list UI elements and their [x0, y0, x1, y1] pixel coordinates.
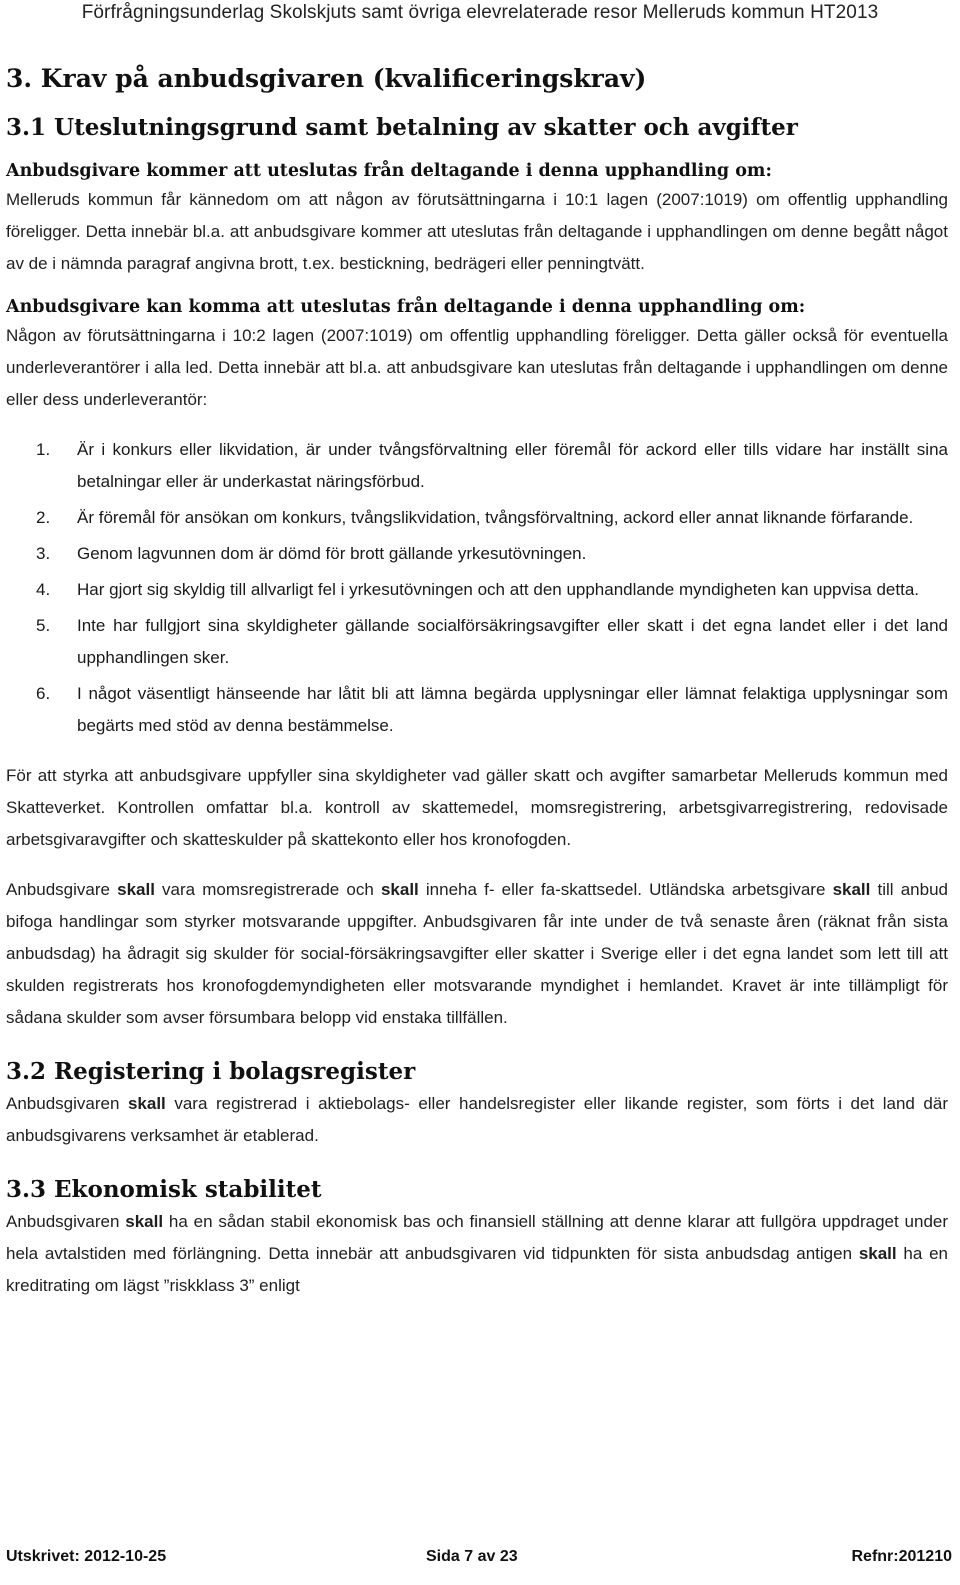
footer-print-date: Utskrivet: 2012-10-25 — [6, 1548, 167, 1565]
text-run: Anbudsgivare — [6, 880, 118, 899]
list-item — [6, 678, 948, 742]
section-3-3-heading: 3.3 Ekonomisk stabilitet — [6, 1176, 322, 1203]
text-run: ha en kreditrating om lägst ”riskklass 3” enligt — [6, 1244, 948, 1295]
list-item-text: Är i konkurs eller likvidation, är under tvångsförvaltning eller föremål för ackord eller tills vidare har inställt sina betalningar eller är underkastat näringsförbud. — [77, 440, 948, 491]
emphasis-skall: skall — [832, 880, 871, 899]
text-run: ha en sådan stabil ekonomisk bas och finansiell ställning att denne klarar att fullgöra uppdraget under hela avtalstiden med förlängning. Detta innebär att anbudsgivaren vid tidpunkten för sista anbudsdag antigen — [6, 1212, 949, 1263]
list-item-number: 5. — [36, 616, 51, 635]
emphasis-skall: skall — [380, 880, 419, 899]
running-header: Förfrågningsunderlag Skolskjuts samt övriga elevrelaterade resor Melleruds kommun HT2013 — [81, 2, 879, 23]
list-item-number: 2. — [36, 508, 51, 527]
footer-reference-number: Refnr:201210 — [851, 1548, 952, 1565]
exclusion-mandatory-lead: Anbudsgivare kommer att uteslutas från deltagande i denna upphandling om: — [6, 161, 772, 181]
list-item-text: Inte har fullgjort sina skyldigheter gällande socialförsäkringsavgifter eller skatt i det egna landet eller i det land upphandlingen sker. — [77, 616, 948, 667]
economic-stability-paragraph — [6, 1206, 948, 1302]
company-register-paragraph — [6, 1088, 948, 1152]
page-footer — [6, 1548, 952, 1578]
list-item-number: 6. — [36, 684, 51, 703]
text-run: inneha f- eller fa-skattsedel. Utländska arbetsgivare — [418, 880, 833, 899]
exclusion-mandatory-paragraph: Melleruds kommun får kännedom om att någon av förutsättningarna i 10:1 lagen (2007:1019) om offentlig upphandling föreligger. Detta innebär bl.a. att anbudsgivare kommer att uteslutas från deltagande i upphandlingen om denne begått något av de i nämnda paragraf angivna brott, t.ex. bestickning, bedrägeri eller penningtvätt. — [6, 190, 948, 273]
section-3-1-heading: 3.1 Uteslutningsgrund samt betalning av skatter och avgifter — [6, 114, 798, 141]
list-item — [6, 538, 948, 570]
list-item-text: Är föremål för ansökan om konkurs, tvångslikvidation, tvångsförvaltning, ackord eller annat liknande förfarande. — [77, 508, 914, 527]
section-3-heading: 3. Krav på anbudsgivaren (kvalificeringskrav) — [6, 64, 647, 93]
emphasis-skall: skall — [127, 1094, 166, 1113]
text-run: vara momsregistrerade och — [154, 880, 381, 899]
emphasis-skall: skall — [125, 1212, 164, 1231]
page-content — [6, 62, 948, 1302]
section-3-2-heading: 3.2 Registering i bolagsregister — [6, 1058, 416, 1085]
list-item-text: I något väsentligt hänseende har låtit bli att lämna begärda upplysningar eller lämnat felaktiga upplysningar som begärts med stöd av denna bestämmelse. — [77, 684, 948, 735]
list-item — [6, 610, 948, 674]
text-run: vara registrerad i aktiebolags- eller handelsregister eller likande register, som förts i det land där anbudsgivarens verksamhet är etablerad. — [6, 1094, 948, 1145]
text-run: till anbud bifoga handlingar som styrker motsvarande uppgifter. Anbudsgivaren får inte under de två senaste åren (räknat från sista anbudsdag) ha ådragit sig skulder för social-försäkringsavgifter eller skatter i Sverige eller i det egna landet som lett till att skulden registrerats hos kronofogdemyndigheten eller motsvarande myndighet i hemlandet. Kravet är inte tillämpligt för sådana skulder som avser försumbara belopp vid enstaka tillfällen. — [6, 880, 948, 1027]
list-item — [6, 502, 948, 534]
emphasis-skall: skall — [117, 880, 155, 899]
exclusion-optional-lead: Anbudsgivare kan komma att uteslutas från deltagande i denna upphandling om: — [6, 297, 806, 317]
list-item-text: Har gjort sig skyldig till allvarligt fel i yrkesutövningen och att den upphandlande myndigheten kan uppvisa detta. — [77, 580, 919, 599]
list-item-number: 3. — [36, 544, 51, 563]
list-item-text: Genom lagvunnen dom är dömd för brott gällande yrkesutövningen. — [77, 544, 587, 563]
text-run: Anbudsgivaren — [6, 1094, 128, 1113]
tax-verification-paragraph: För att styrka att anbudsgivare uppfyller sina skyldigheter vad gäller skatt och avgifter samarbetar Melleruds kommun med Skatteverket. Kontrollen omfattar bl.a. kontroll av skattemedel, momsregistrering, arbetsgivarregistrering, redovisade arbetsgivaravgifter och skatteskulder på skattekonto eller hos kronofogden. — [6, 766, 948, 849]
exclusion-grounds-list — [6, 434, 948, 742]
list-item-number: 4. — [36, 580, 51, 599]
list-item — [6, 434, 948, 498]
list-item-number: 1. — [36, 440, 51, 459]
footer-page-number: Sida 7 av 23 — [426, 1548, 518, 1565]
exclusion-optional-paragraph: Någon av förutsättningarna i 10:2 lagen (2007:1019) om offentlig upphandling föreligger. Detta gäller också för eventuella underleverantörer i alla led. Detta innebär att bl.a. att anbudsgivare kan uteslutas från deltagande i upphandlingen om denne eller dess underleverantör: — [6, 326, 948, 409]
emphasis-skall: skall — [858, 1244, 897, 1263]
list-item — [6, 574, 948, 606]
text-run: Anbudsgivaren — [6, 1212, 126, 1231]
registration-requirements-paragraph — [6, 874, 948, 1034]
